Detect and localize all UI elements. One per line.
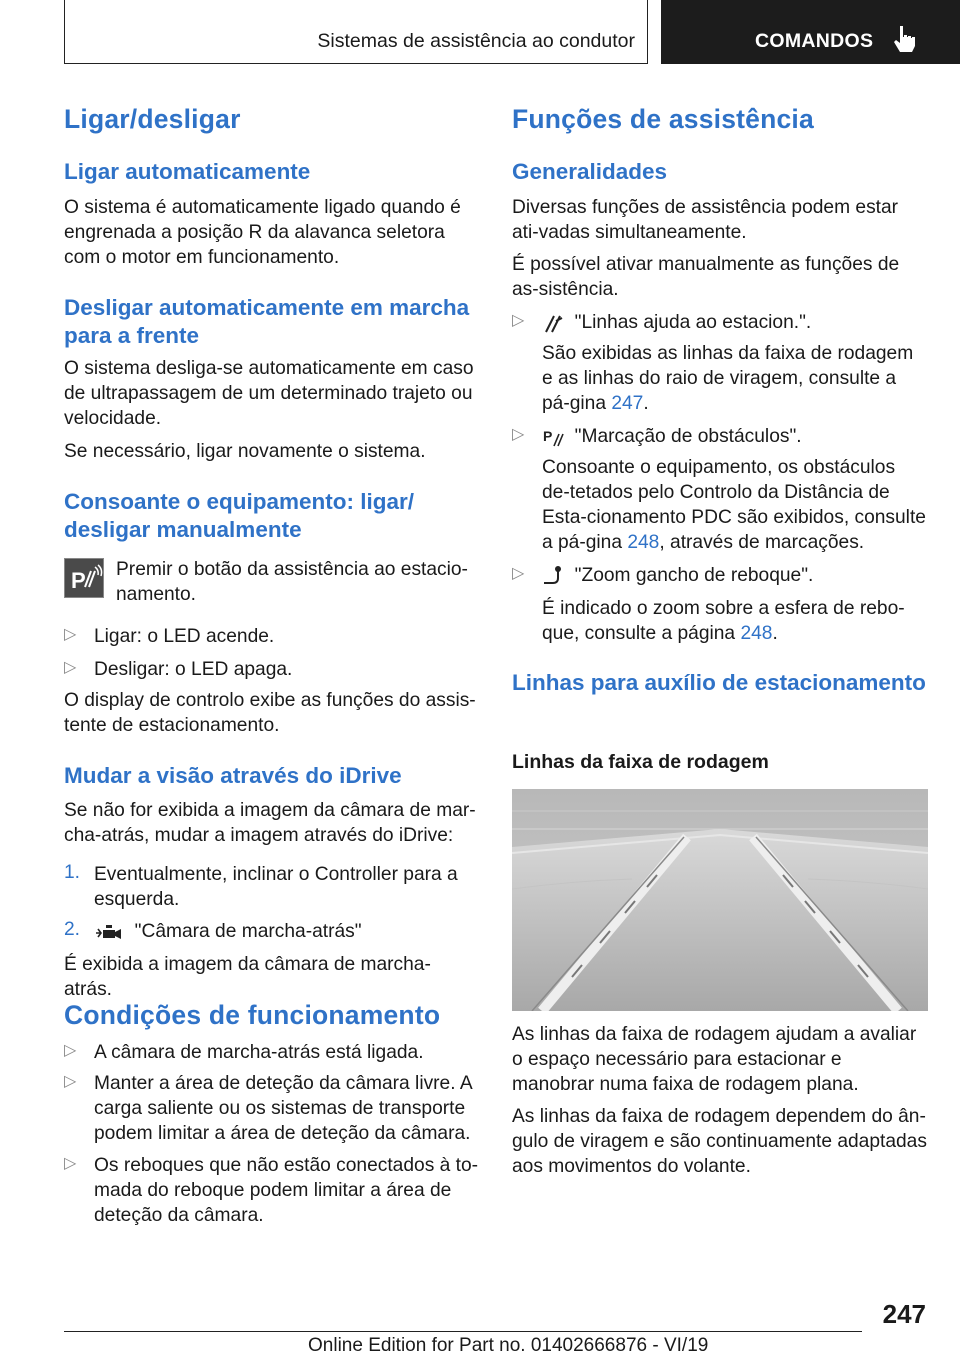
heading-auto-off: Desligar automaticamente em marcha para a frente [64,295,470,348]
para-auto-off: O sistema desliga-se automaticamente em caso de ultrapassagem de um determinado trajeto ou velocidade. [64,358,474,429]
lane-lines-illustration [512,789,928,1011]
heading-lane-lines: Linhas da faixa de rodagem [512,751,769,773]
para-image-shown: É exibida a imagem da câmara de marcha-atrás. [64,954,431,1000]
para-display: O display de controlo exibe as funções do assis-tente de estacionamento. [64,690,476,736]
obstacle-marking-icon [542,426,564,448]
bullet-icon: ▷ [64,1155,77,1172]
para-function-2: Consoante o equipamento, os obstáculos de-tetados pelo Controlo da Distância de Esta-cionamento PDC são exibidos, consulte a pá-gina 248, através de marcações. [542,457,926,553]
svg-text:P: P [71,568,86,593]
para-function-3: É indicado o zoom sobre a esfera de rebo-que, consulte a página 248. [542,598,905,644]
heading-operating-conditions: Condições de funcionamento [64,1000,441,1030]
bullet-icon: ▷ [64,626,77,643]
para-lane-1: As linhas da faixa de rodagem ajudam a avaliar o espaço necessário para estacionar e manobrar numa faixa de rodagem plana. [512,1024,917,1095]
hand-pointer-icon [893,24,917,56]
rear-camera-icon [94,921,124,943]
section-title: Sistemas de assistência ao condutor [317,30,635,52]
parking-assist-button-icon [64,558,104,598]
chapter-tab[interactable] [661,0,960,64]
bullet-icon: ▷ [512,565,525,582]
tow-hitch-icon [542,565,564,587]
para-change-view: Se não for exibida a imagem da câmara de mar-cha-atrás, mudar a imagem através do iDrive: [64,800,476,846]
heading-on-off: Ligar/desligar [64,104,241,134]
para-lane-2: As linhas da faixa de rodagem dependem do ân-gulo de viragem e são continuamente adaptadas aos movimentos do volante. [512,1106,927,1177]
heading-auto-on: Ligar automaticamente [64,159,311,184]
heading-change-view: Mudar a visão através do iDrive [64,763,402,788]
para-function-1: São exibidas as linhas da faixa de rodagem e as linhas do raio de viragem, consulte a pá-gina 247. [542,343,914,414]
footer-divider [64,1331,862,1332]
para-general-1: Diversas funções de assistência podem estar ati-vadas simultaneamente. [512,197,899,243]
page-link-248[interactable]: 248 [627,532,660,553]
heading-general: Generalidades [512,159,668,184]
page-link-248-b[interactable]: 248 [740,623,773,644]
svg-text:P: P [543,427,553,444]
bullet-icon: ▷ [64,659,77,676]
header-box [64,0,648,64]
para-auto-on: O sistema é automaticamente ligado quando é engrenada a posição R da alavanca seletora com o motor em funcionamento. [64,197,461,268]
heading-assist-functions: Funções de assistência [512,104,814,134]
para-general-2: É possível ativar manualmente as funções de as-sistência. [512,254,900,300]
bullet-icon: ▷ [64,1073,77,1090]
page-link-247[interactable]: 247 [611,393,644,414]
para-press-button: Premir o botão da assistência ao estacio-namento. [116,559,468,605]
chapter-tab-label: COMANDOS [755,30,874,52]
heading-manual: Consoante o equipamento: ligar/ desligar manualmente [64,489,415,542]
bullet-icon: ▷ [64,1042,77,1059]
parking-lines-icon [542,312,564,334]
bullet-icon: ▷ [512,312,525,329]
heading-parking-lines: Linhas para auxílio de estacionamento [512,670,926,695]
page-number: 247 [882,1299,926,1329]
footer-edition: Online Edition for Part no. 01402666876 - VI/19 [308,1335,709,1356]
bullet-icon: ▷ [512,426,525,443]
para-switch-again: Se necessário, ligar novamente o sistema. [64,441,426,462]
